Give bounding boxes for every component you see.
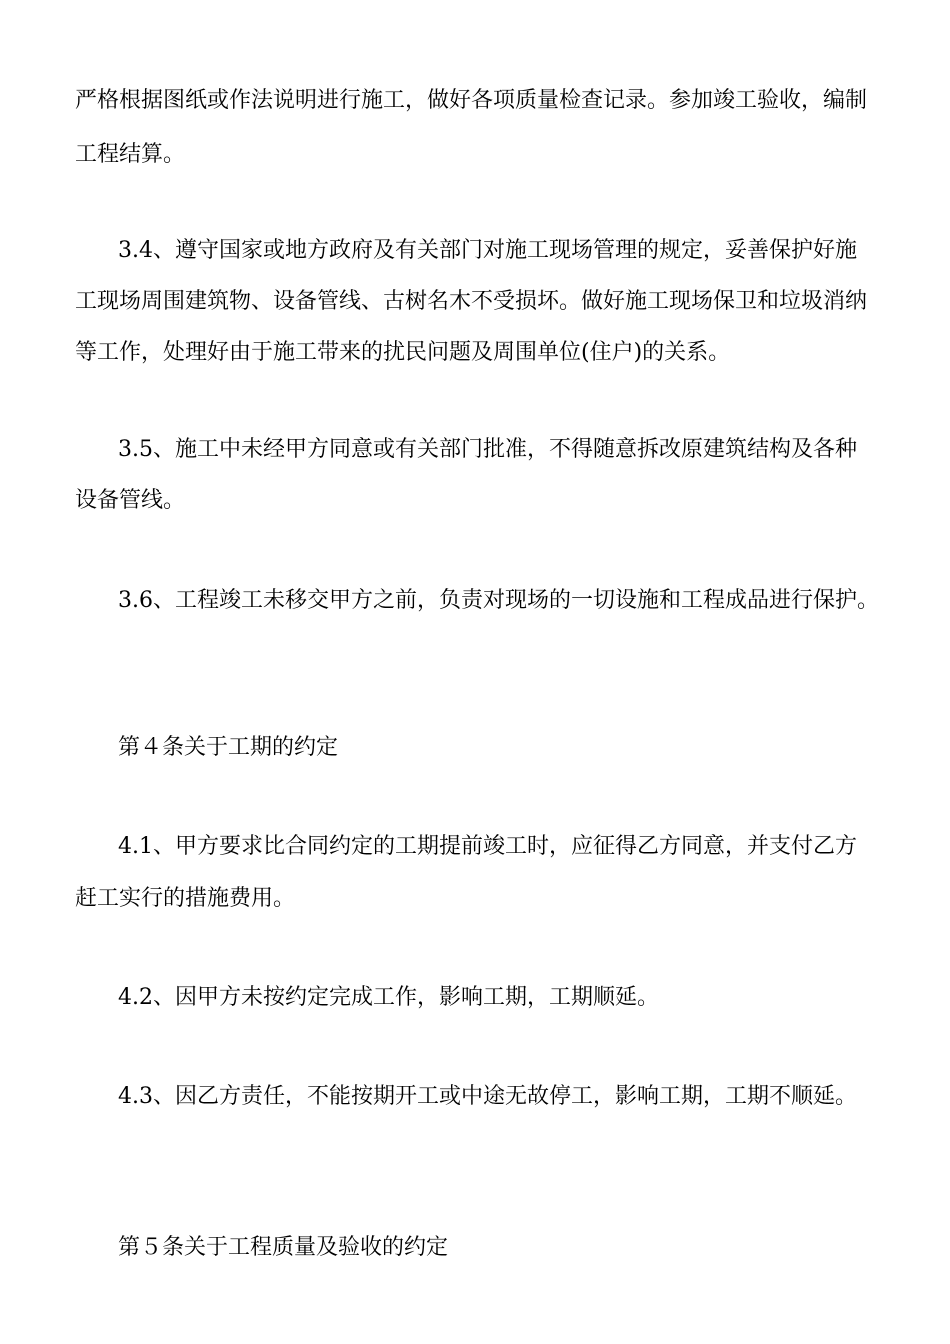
paragraph-line: 4.2、因甲方未按约定完成工作，影响工期，工期顺延。 [118, 985, 659, 1010]
paragraph-line: 3.6、工程竣工未移交甲方之前，负责对现场的一切设施和工程成品进行保护。 [118, 588, 879, 613]
paragraph-line: 工程结算。 [75, 142, 186, 167]
section-heading: 第５条关于工程质量及验收的约定 [118, 1235, 449, 1260]
paragraph-line: 4.3、因乙方责任，不能按期开工或中途无故停工，影响工期，工期不顺延。 [118, 1084, 857, 1109]
paragraph-line: 3.4、遵守国家或地方政府及有关部门对施工现场管理的规定，妥善保护好施 [118, 238, 857, 263]
paragraph-line: 4.1、甲方要求比合同约定的工期提前竣工时，应征得乙方同意，并支付乙方 [118, 834, 857, 859]
section-heading: 第４条关于工期的约定 [118, 735, 339, 760]
paragraph-line: 严格根据图纸或作法说明进行施工，做好各项质量检查记录。参加竣工验收，编制 [75, 88, 868, 113]
paragraph-line: 等工作，处理好由于施工带来的扰民问题及周围单位(住户)的关系。 [75, 340, 731, 365]
paragraph-line: 3.5、施工中未经甲方同意或有关部门批准，不得随意拆改原建筑结构及各种 [118, 437, 857, 462]
paragraph-line: 工现场周围建筑物、设备管线、古树名木不受损坏。做好施工现场保卫和垃圾消纳 [75, 289, 868, 314]
paragraph-line: 设备管线。 [75, 488, 186, 513]
paragraph-line: 赶工实行的措施费用。 [75, 886, 296, 911]
